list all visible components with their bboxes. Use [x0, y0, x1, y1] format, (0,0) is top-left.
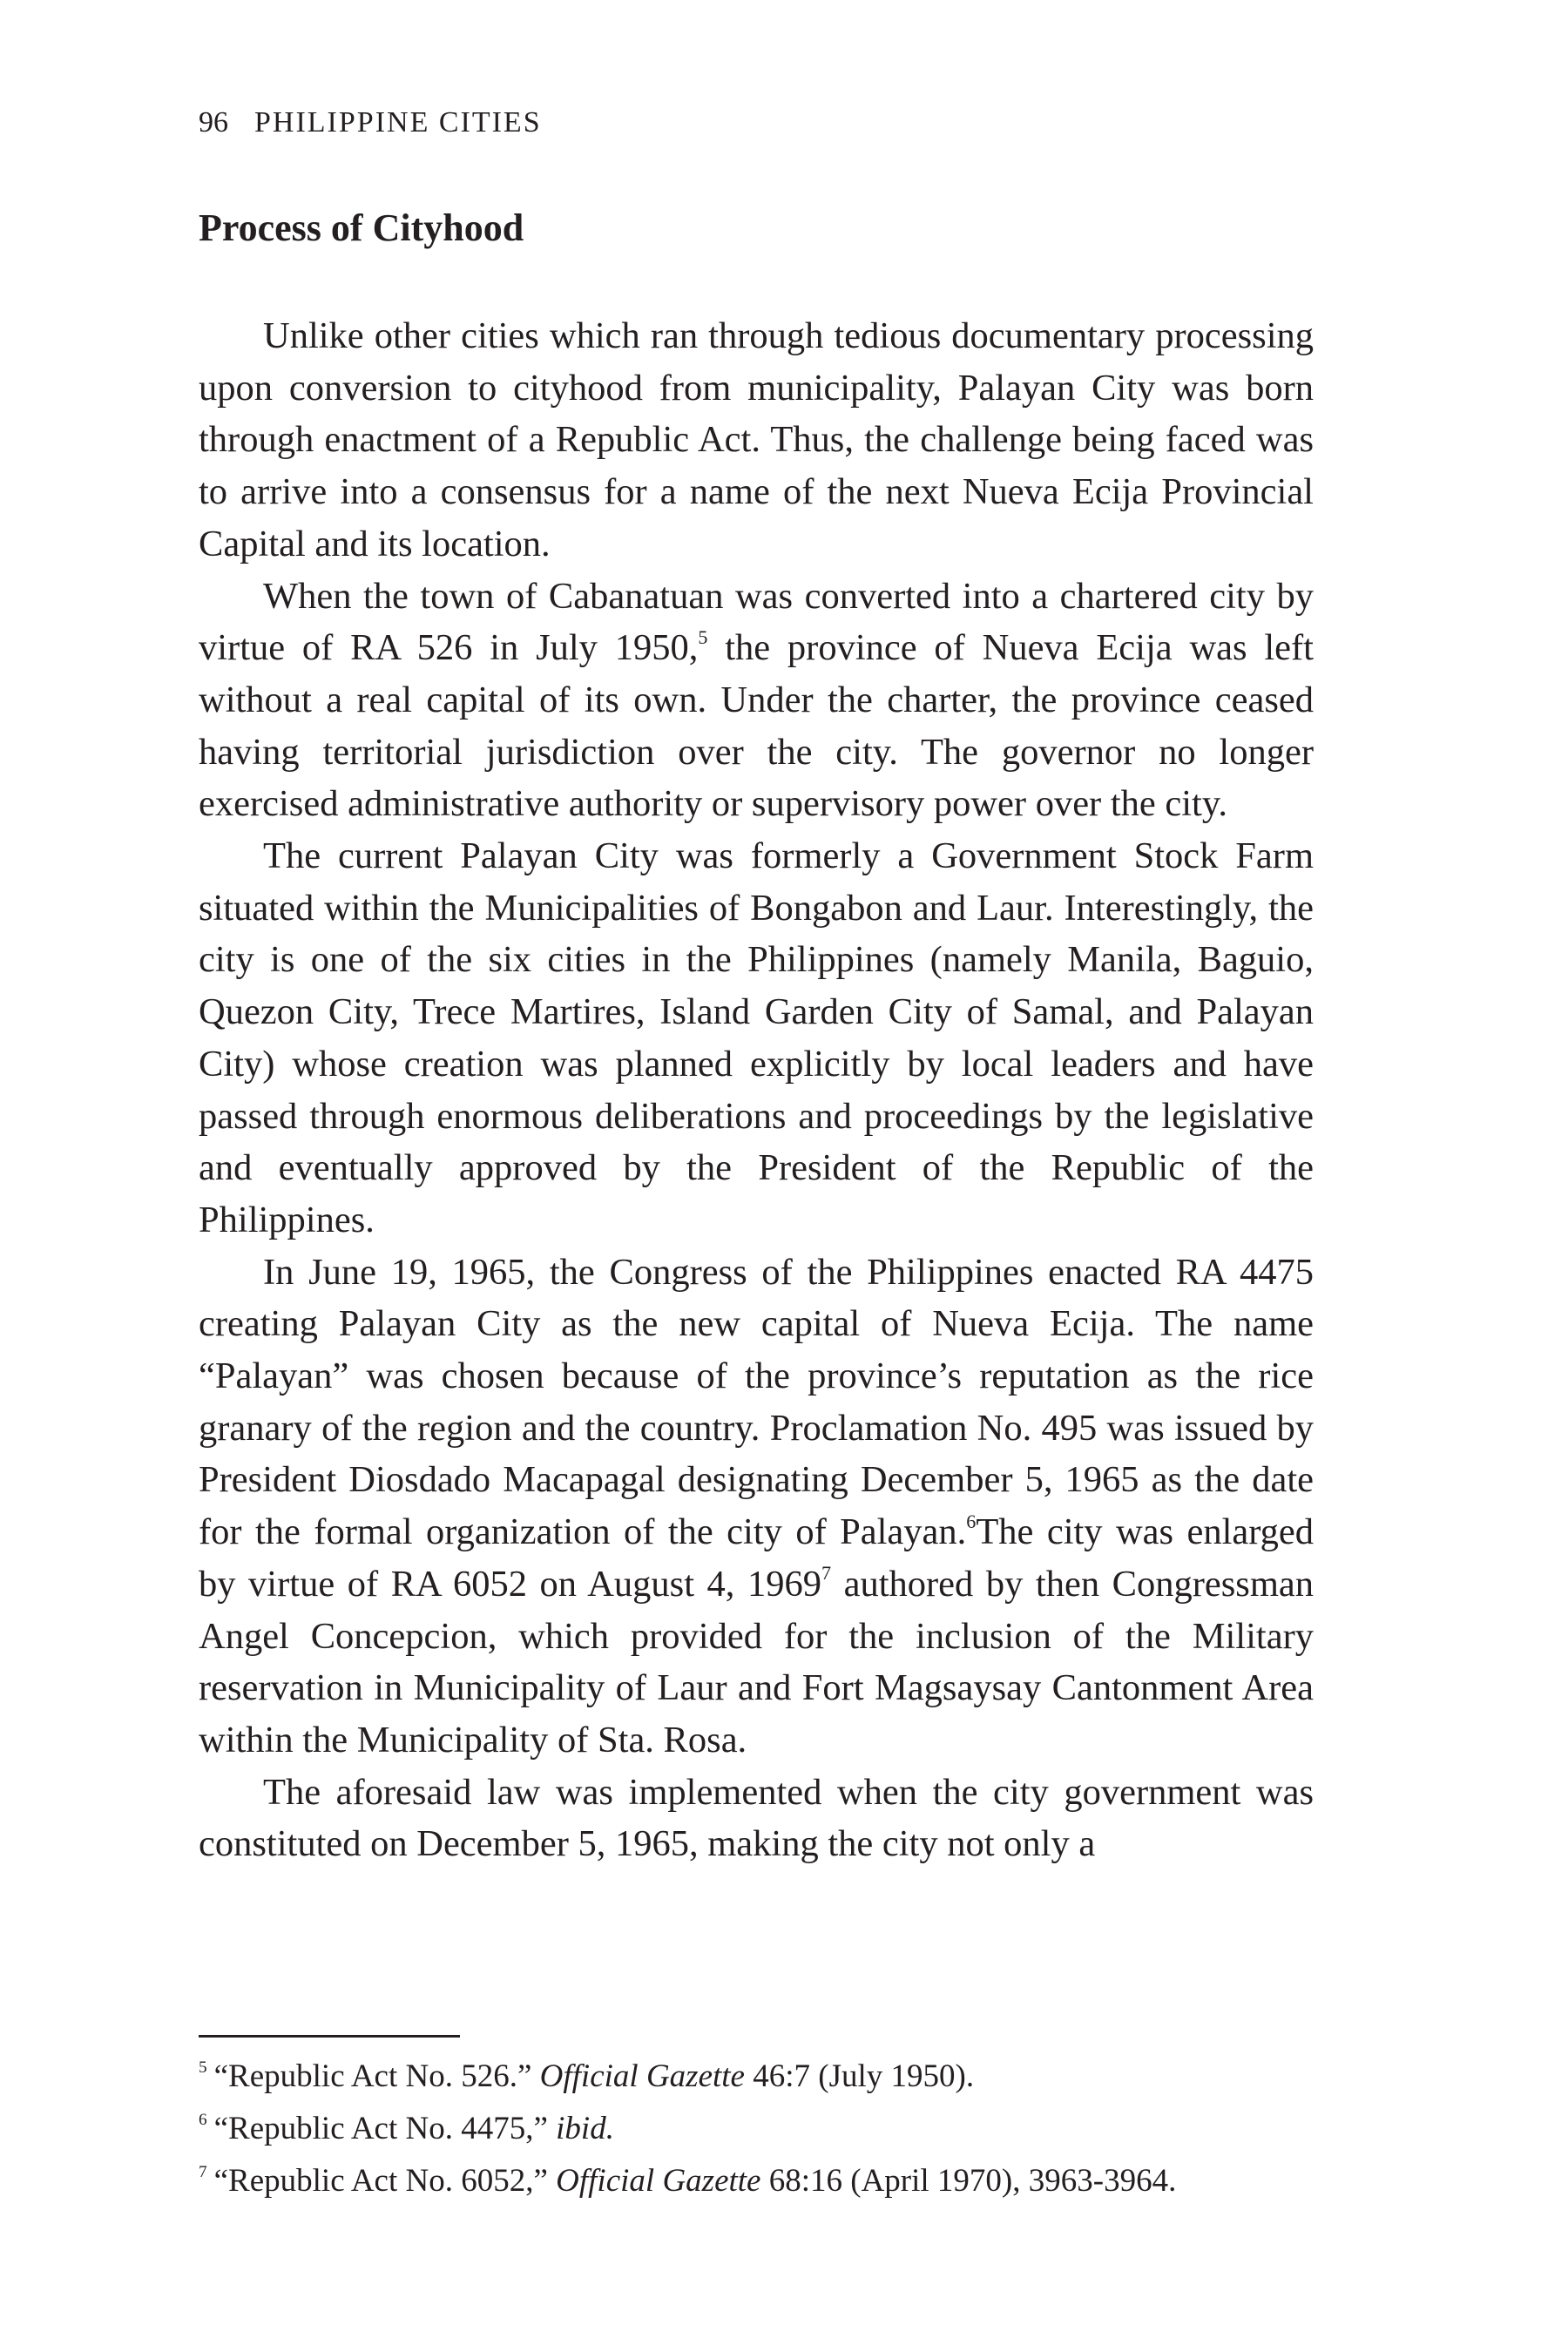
- footnote-source-title: ibid.: [556, 2111, 614, 2146]
- paragraph-4: [199, 1247, 1314, 1767]
- paragraph-2-text-b: the province of Nueva Ecija was left without a real capital of its own. Under the charter, the province ceased having territorial jurisdiction over the city. The governor no longer exercised administrative authority or supervisory power over the city.: [199, 627, 1314, 825]
- footnote-6: [199, 2103, 1331, 2155]
- paragraph-5: The aforesaid law was implemented when the city government was constituted on December 5, 1965, making the city not only a: [199, 1771, 1314, 1865]
- section-heading: Process of Cityhood: [199, 206, 524, 249]
- footnote-text: 68:16 (April 1970), 3963-3964.: [760, 2163, 1177, 2199]
- paragraph-4-text-b: The city was enlarged by virtue of RA 6052 on August 4, 1969: [199, 1511, 1314, 1605]
- footnote-source-title: Official Gazette: [539, 2058, 745, 2094]
- footnote-number: 5: [199, 2058, 207, 2077]
- page-number: 96: [199, 106, 228, 139]
- footnote-5: [199, 2051, 1331, 2103]
- footnote-text: 46:7 (July 1950).: [744, 2058, 975, 2094]
- paragraph-4-text-a: In June 19, 1965, the Congress of the Philippines enacted RA 4475 creating Palayan City as the new capital of Nueva Ecija. The name “Palayan” was chosen because of the province’s reputation as the rice granary of the region and the country. Proclamation No. 495 was issued by President Diosdado Macapagal designating December 5, 1965 as the date for the formal organization of the city of Palayan.: [199, 1251, 1314, 1553]
- footnote-source-title: Official Gazette: [556, 2163, 761, 2199]
- footnote-text: “Republic Act No. 526.”: [213, 2058, 540, 2094]
- paragraph-2: [199, 571, 1314, 831]
- running-header: [199, 106, 542, 139]
- paragraph-4-text-c: authored by then Congressman Angel Concepcion, which provided for the inclusion of the Military reservation in Municipality of Laur and Fort Magsaysay Cantonment Area within the Municipality of Sta. Rosa.: [199, 1563, 1314, 1761]
- footnote-ref-7: 7: [821, 1562, 832, 1585]
- footnote-number: 6: [199, 2110, 207, 2129]
- footnotes: [199, 2051, 1331, 2207]
- running-title: PHILIPPINE CITIES: [254, 106, 542, 139]
- footnote-text: “Republic Act No. 4475,”: [213, 2111, 557, 2146]
- paragraph-1: Unlike other cities which ran through tedious documentary processing upon conversion to cityhood from municipality, Palayan City was born through enactment of a Republic Act. Thus, the challenge being faced was to arrive into a consensus for a name of the next Nueva Ecija Provincial Capital and its location.: [199, 315, 1314, 564]
- body-text: [199, 310, 1314, 1870]
- paragraph-2-text-a: When the town of Cabanatuan was converted into a chartered city by virtue of RA 526 in July 1950,: [199, 575, 1314, 669]
- footnote-7: [199, 2155, 1331, 2207]
- footnote-text: “Republic Act No. 6052,”: [213, 2163, 557, 2199]
- paragraph-3: The current Palayan City was formerly a Government Stock Farm situated within the Municipalities of Bongabon and Laur. Interestingly, the city is one of the six cities in the Philippines (namely Manila, Baguio, Quezon City, Trece Martires, Island Garden City of Samal, and Palayan City) whose creation was planned explicitly by local leaders and have passed through enormous deliberations and proceedings by the legislative and eventually approved by the President of the Republic of the Philippines.: [199, 835, 1314, 1240]
- footnote-ref-5: 5: [698, 625, 708, 648]
- footnote-ref-6: 6: [966, 1510, 977, 1532]
- footnote-number: 7: [199, 2162, 207, 2181]
- footnote-divider: [199, 2035, 460, 2038]
